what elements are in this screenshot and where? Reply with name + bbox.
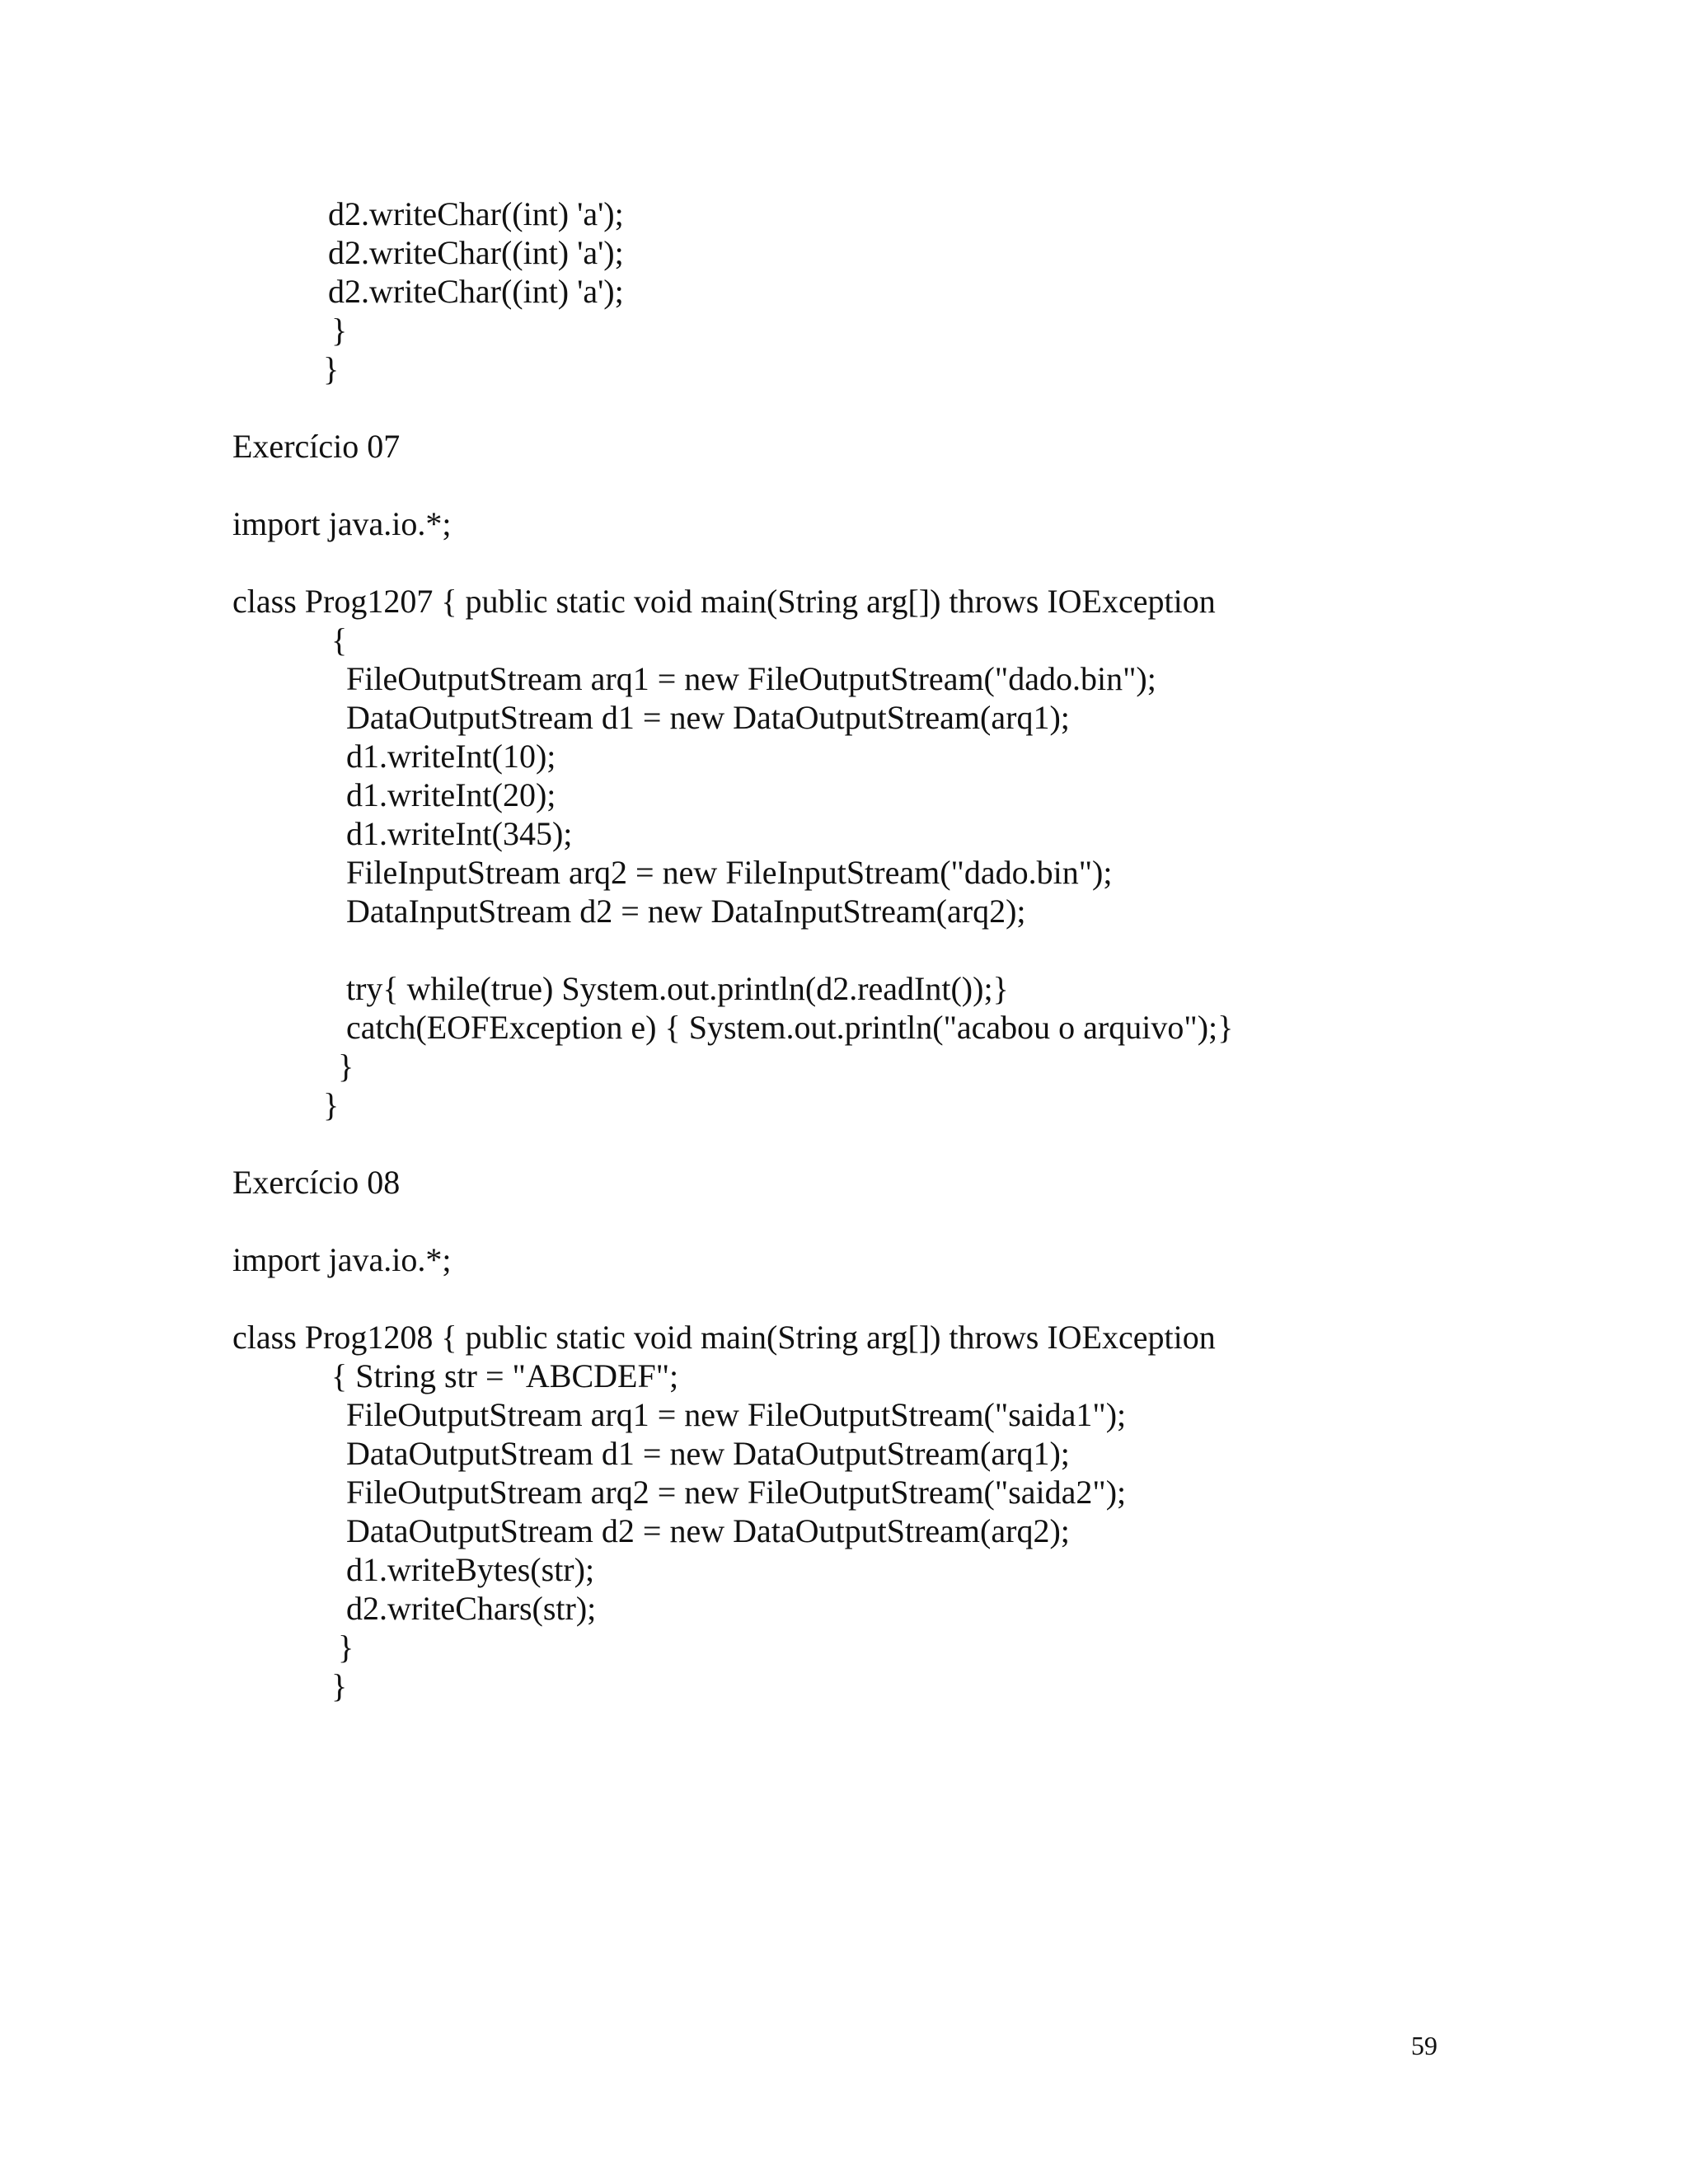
code-line: DataOutputStream d1 = new DataOutputStream(arq1);: [346, 699, 1070, 736]
code-line: DataOutputStream d2 = new DataOutputStream(arq2);: [346, 1512, 1070, 1549]
code-line: d1.writeInt(20);: [346, 776, 556, 813]
exercise-08-class-line: class Prog1208 { public static void main(String arg[]) throws IOException: [232, 1319, 1216, 1356]
code-line: d2.writeChar((int) 'a');: [328, 195, 624, 232]
code-line: d1.writeInt(10);: [346, 738, 556, 775]
closing-brace: }: [323, 1086, 340, 1123]
code-line: FileOutputStream arq2 = new FileOutputStream("saida2");: [346, 1474, 1127, 1511]
closing-brace: }: [331, 312, 348, 349]
closing-brace: }: [338, 1047, 354, 1085]
closing-brace: }: [338, 1629, 354, 1666]
code-line: d1.writeInt(345);: [346, 815, 573, 852]
code-line: { String str = "ABCDEF";: [331, 1357, 679, 1394]
exercise-08-import: import java.io.*;: [232, 1241, 452, 1278]
code-line: DataInputStream d2 = new DataInputStream(arq2);: [346, 893, 1026, 930]
code-line: d2.writeChars(str);: [346, 1590, 597, 1627]
exercise-07-import: import java.io.*;: [232, 505, 452, 542]
code-line: DataOutputStream d1 = new DataOutputStream(arq1);: [346, 1435, 1070, 1472]
code-line: d2.writeChar((int) 'a');: [328, 234, 624, 271]
closing-brace: }: [331, 1667, 348, 1704]
exercise-07-heading: Exercício 07: [232, 428, 401, 465]
exercise-08-heading: Exercício 08: [232, 1164, 401, 1201]
page-number: 59: [1411, 2031, 1437, 2060]
exercise-07-class-line: class Prog1207 { public static void main(String arg[]) throws IOException: [232, 583, 1216, 620]
code-line: d1.writeBytes(str);: [346, 1551, 595, 1588]
code-line: FileOutputStream arq1 = new FileOutputStream("saida1");: [346, 1396, 1127, 1433]
code-line: try{ while(true) System.out.println(d2.readInt());}: [346, 970, 1009, 1007]
code-line: FileInputStream arq2 = new FileInputStream("dado.bin");: [346, 854, 1113, 891]
code-line: d2.writeChar((int) 'a');: [328, 273, 624, 310]
opening-brace: {: [331, 621, 348, 658]
closing-brace: }: [323, 350, 340, 387]
code-line: catch(EOFException e) { System.out.println("acabou o arquivo");}: [346, 1009, 1234, 1046]
code-line: FileOutputStream arq1 = new FileOutputStream("dado.bin");: [346, 660, 1156, 697]
